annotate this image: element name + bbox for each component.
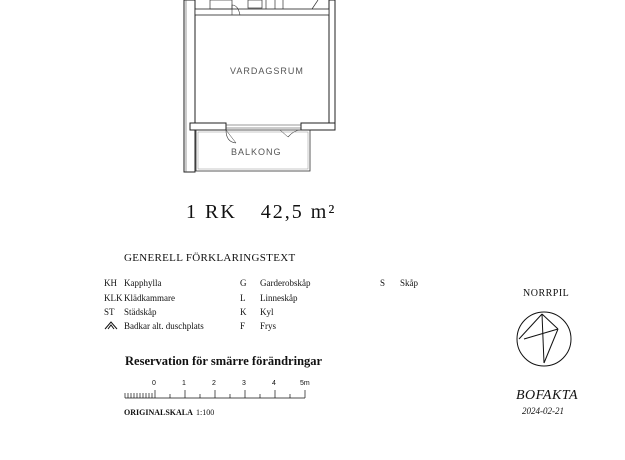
bathtub-shower-icon <box>104 320 118 330</box>
legend-text: Garderobskåp <box>260 278 311 288</box>
legend-text: Linneskåp <box>260 293 298 303</box>
north-arrow-icon <box>514 309 574 369</box>
legend-code: KH <box>104 278 117 288</box>
legend-code: F <box>240 321 246 331</box>
brand-logo: BOFAKTA <box>516 388 579 403</box>
legend <box>104 278 504 338</box>
legend-text: Skåp <box>400 278 418 288</box>
wall-right <box>329 0 335 128</box>
fixture-top-mid <box>248 0 262 8</box>
legend-code: G <box>240 278 247 288</box>
legend-text: Kyl <box>260 307 274 317</box>
legend-text: Städskåp <box>124 307 157 317</box>
document-date: 2024-02-21 <box>522 406 564 416</box>
scale-tick-label: 5m <box>300 380 310 387</box>
legend-code: L <box>240 293 246 303</box>
scale-tick-label: 0 <box>152 380 156 387</box>
apartment-area: 42,5 m² <box>260 201 337 223</box>
scale-tick-label: 2 <box>212 380 216 387</box>
wall-left <box>184 0 195 172</box>
scale-bar <box>120 377 320 407</box>
wall-bottom-right <box>301 123 335 130</box>
scale-tick-label: 1 <box>182 380 186 387</box>
scale-ratio: 1:100 <box>196 408 215 417</box>
legend-text: Frys <box>260 321 277 331</box>
legend-code: S <box>380 278 386 288</box>
room-label-living: VARDAGSRUM <box>230 66 304 76</box>
legend-code: K <box>240 307 247 317</box>
legend-code: ST <box>104 307 115 317</box>
north-label: NORRPIL <box>523 288 570 299</box>
scale-tick-label: 3 <box>242 380 246 387</box>
legend-text: Badkar alt. duschplats <box>124 321 204 331</box>
room-label-balcony: BALKONG <box>231 147 282 157</box>
wall-bottom-left <box>190 123 226 130</box>
apartment-type: 1 RK <box>186 201 237 223</box>
reservation-note: Reservation för smärre förändringar <box>125 354 323 368</box>
legend-text: Klädkammare <box>124 293 175 303</box>
legend-title: GENERELL FÖRKLARINGSTEXT <box>124 252 296 264</box>
floor-plan <box>0 0 625 200</box>
fixture-top-left <box>210 0 232 9</box>
legend-text: Kapphylla <box>124 278 162 288</box>
scale-tick-label: 4 <box>272 380 276 387</box>
wall-top-partition <box>195 9 329 15</box>
legend-code: KLK <box>104 293 123 303</box>
apartment-summary <box>186 201 336 224</box>
scale-caption: ORIGINALSKALA <box>124 408 193 417</box>
